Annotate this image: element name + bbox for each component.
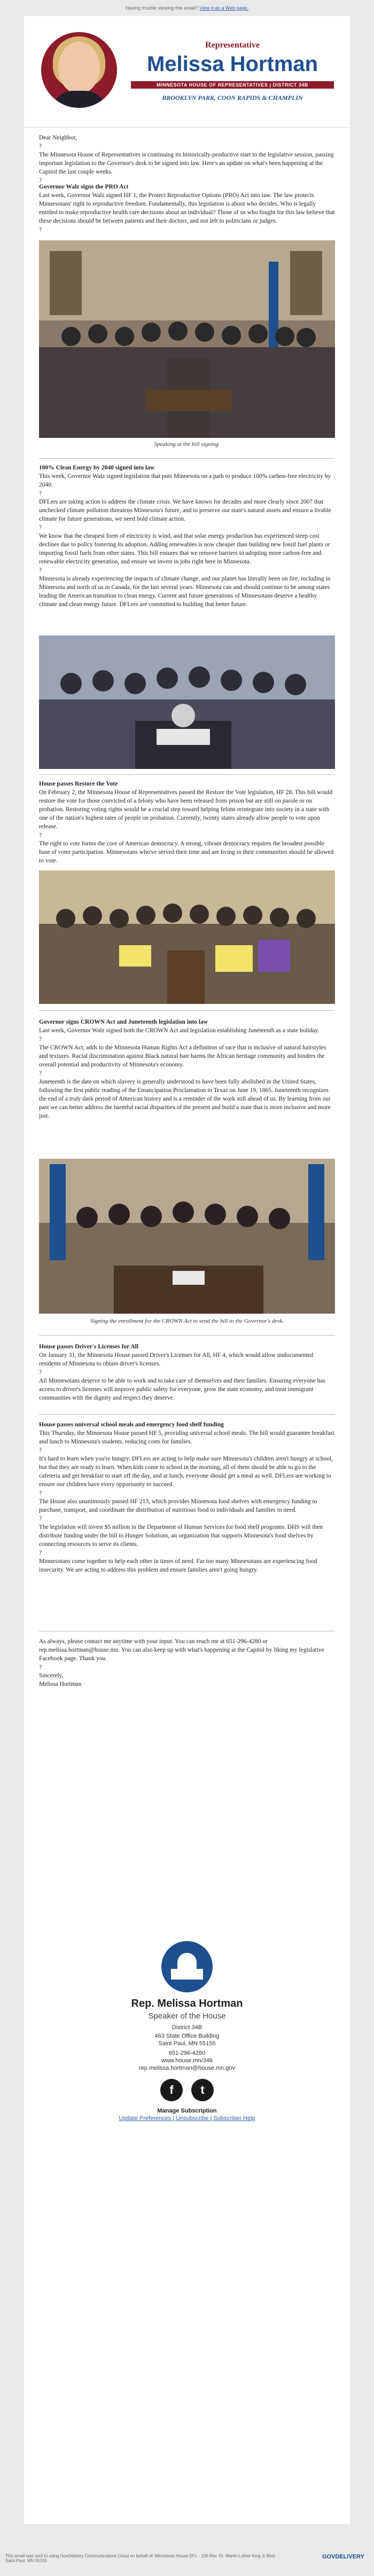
section-paragraph: We know that the cheapest form of electricity is wind, and that solar energy production has experienced steep cost declines due to policy fostering its adoption. Adding renewables is now cheaper than building new fossil fuel plants or importing fossil fuels from other states. This bill ensures that we remove barriers to adopting more carbon-free and renewable electricity generation, and ensure we invest in jobs right here in Minnesota. (39, 533, 330, 565)
manage-subscription-links[interactable]: Update Preferences | Unsubscribe | Subscriber Help (119, 2115, 255, 2122)
intro-paragraph: The Minnesota House of Representatives is continuing its historically-productive start to the legislative session, passing important legislation to the Governor's desk to be signed into law. Here's an update on what's been happening at the Capitol the last couple weeks. (39, 152, 334, 175)
photo-caption: Speaking at the bill signing. (154, 441, 220, 447)
section-drivers-licenses: House passes Driver's Licenses for All On January 31, the Minnesota House passed Driver's Licenses for All, HF 4, which would allow undocumented residents of Minnesota to obtain driver's licenses. ? All Minnesotans deserve to be able to work and to take care of themselves and their families. Ensuring everyone has access to driver's licenses will improve public safety for everyone, grow the state economy, and treat immigrant communities with the dignity and respect they deserve. (39, 1342, 335, 1402)
section-divider (39, 1335, 335, 1336)
section-paragraph: This Thursday, the Minnesota House passed HF 5, providing universal school meals. The bill would guarantee breakfast and lunch to Minnesota's students, reducing costs for families. (39, 1430, 334, 1445)
twitter-icon[interactable]: t (191, 2079, 214, 2101)
greeting-block: Dear Neighbor, ? The Minnesota House of Representatives is continuing its historically-productive start to the legislative session, passing important legislation to the Governor's desk to be signed into law. Here's an update on what's been happening at the Capitol the last couple weeks. ? (39, 133, 335, 185)
signature-name: Melissa Hortman (39, 1681, 82, 1687)
footer-address-2: Saint Paul, MN 55155 (158, 2040, 216, 2047)
photo-clean-energy-signing (39, 635, 335, 769)
section-heading: Governor Walz signs the PRO Act (39, 184, 129, 190)
newsletter-footer (24, 1941, 350, 2524)
section-divider (39, 1010, 335, 1011)
section-divider (39, 1414, 335, 1415)
section-crown-juneteenth: Governor signs CROWN Act and Juneteenth legislation into law Last week, Governor Walz signed both the CROWN Act and legislation establishing Juneteenth as a state holiday. ? The CROWN Act, adds to the Minnesota Human Rights Act a definition of race that is inclusive of natural hairstyles and textures. Racial discrimination against Black natural hair harms the African heritage community and hinders the overall potential and productivity of Minnesota's economy. ? Juneteenth is the date on which slavery is generally understood to have been fully abolished in the United States, following the first public reading of the Emancipation Proclamation in Texas on June 19, 1865. Juneteenth recognizes the end of a truly dark period of American history and is a reminder of the work still ahead of us. By learning from our past we can better address the harmful racial disparities of the present and build a state that is more inclusive and more just. (39, 1018, 335, 1120)
section-paragraph: The right to vote forms the core of American democracy. A strong, vibrant democracy requires the broadest possible base of voter participation. Minnesotans who've served their time and are living in their communities should be allowed to vote. (39, 841, 334, 864)
section-restore-vote: House passes Restore the Vote On February 2, the Minnesota House of Representatives passed the Restore the Vote legislation, HF 28. This bill would restore the vote for those convicted of a felony who have been released from prison but are still on parole or on probation. Restoring voting rights would be a crucial step toward helping felons reintegrate into society in a state with one of the nation's highest rates of people on probation. Currently, twenty states already allow people to vote upon release. ? The right to vote forms the core of American democracy. A strong, vibrant democracy requires the broadest possible base of voter participation. Minnesotans who've served their time and are living in their communities should be allowed to vote. (39, 780, 335, 865)
representative-portrait (41, 32, 117, 108)
header-title-representative: Representative (205, 41, 260, 50)
section-paragraph: It's hard to learn when you're hungry. DFLers are acting to help make sure Minnesota's children aren't hungry at school, but that they are ready to learn. When kids come to school in the morning, all of them should be able to go to the cafeteria and get breakfast to start off the day, and at lunch, everyone should get a meal as well. DFLers are working to ensure our children have every opportunity to succeed. (39, 1456, 333, 1488)
section-divider (39, 774, 335, 775)
manage-subscription-title: Manage Subscription (157, 2108, 217, 2114)
section-paragraph: On January 31, the Minnesota House passed Driver's Licenses for All, HF 4, which would allow undocumented residents of Minnesota to obtain driver's licenses. (39, 1352, 314, 1367)
section-paragraph: Minnesotans come together to help each other in times of need. Far too many Minnesotans are experiencing food insecurity. We are acting to address this problem and ensure families aren't going hungry. (39, 1558, 317, 1573)
signoff: Sincerely, (39, 1672, 64, 1679)
newsletter-header (24, 16, 350, 128)
section-heading: 100% Clean Energy by 2040 signed into law (39, 465, 155, 471)
greeting: Dear Neighbor, (39, 135, 77, 141)
view-online-bar (0, 0, 374, 16)
section-paragraph: Juneteenth is the date on which slavery is generally understood to have been fully abolished in the United States, following the first public reading of the Emancipation Proclamation in Texas on June 19, 1865. Juneteenth recognizes the end of a truly dark period of American history and is a reminder of the work still ahead of us. By learning from our past we can better address the harmful racial disparities of the present and build a state that is more inclusive and more just. (39, 1079, 331, 1119)
section-paragraph: The legislation will invest $5 million in the Department of Human Services for food shelf programs. DHS will then distribute funding under the bill to Hunger Solutions, an organization that supports Minnesota's food shelves by connecting resources to serve its clients. (39, 1524, 323, 1548)
photo-caption: Signing the enrollment for the CROWN Act to send the bill to the Governor's desk. (90, 1318, 284, 1324)
govdelivery-logo[interactable]: GOVDELIVERY (322, 2554, 364, 2560)
crown-act-photo-art (39, 1159, 335, 1314)
footer-address-1: 463 State Office Building (154, 2033, 220, 2039)
section-clean-energy: 100% Clean Energy by 2040 signed into law This week, Governor Walz signed legislation that puts Minnesota on a path to produce 100% carbon-free electricity by 2040. ? DFLers are taking action to address the climate crisis. We have known for decades and more clearly since 2007 that unchecked climate pollution threatens Minnesota's future, and to preserve our state's natural assets and ensure a livable climate for future generations, we need bold climate action. ? We know that the cheapest form of electricity is wind, and that solar energy production has experienced steep cost declines due to policy fostering its adoption. Adding renewables is now cheaper than building new fossil fuel plants or importing fossil fuels from other states. This bill ensures that we remove barriers to adopting more carbon-free and renewable electricity generation, and ensure we invest in jobs right here in Minnesota. ? Minnesota is already experiencing the impacts of climate change, and our planet has literally been on fire, including in Minnesota and north of us in Canada, for the last several years. Minnesota can and should continue to be among states leading the American transition to clean energy. Current and future generations of Minnesotans deserve a healthy climate and clean energy future. DFLers are committed to building that better future. (39, 464, 335, 609)
section-paragraph: The House also unanimously passed HF 213, which provides Minnesota food shelves with emergency funding to purchase, transport, and coordinate the distribution of nutritious food to individuals and families in need. (39, 1498, 317, 1513)
view-online-text: Having trouble viewing this email? (125, 5, 200, 11)
facebook-icon[interactable]: f (160, 2079, 183, 2101)
footer-website[interactable]: www.house.mn/34b (161, 2057, 213, 2064)
capitol-logo-icon (161, 1941, 213, 1992)
bottom-bar (0, 2544, 374, 2576)
view-online-link[interactable]: View it as a Web page. (199, 5, 249, 11)
header-district-band: MINNESOTA HOUSE OF REPRESENTATIVES | DISTRICT 34B (131, 81, 334, 89)
footer-phone: 651-296-4280 (168, 2050, 206, 2056)
section-paragraph: On February 2, the Minnesota House of Representatives passed the Restore the Vote legislation, HF 28. This bill would restore the vote for those convicted of a felony who have been released from prison but are still on parole or on probation. Restoring voting rights would be a crucial step toward helping felons reintegrate into society in a state with one of the nation's highest rates of people on probation. Currently, twenty states already allow people to vote upon release. (39, 789, 333, 830)
header-title-name: Melissa Hortman (146, 52, 318, 76)
clean-energy-photo-art (39, 635, 335, 769)
bottom-sender-text: This email was sent to using GovDelivery Communications Cloud on behalf of: Minnesota House DFL · 100 Rev. Dr. Martin Luther King Jr Blvd · Saint Paul, MN 55155 (5, 2554, 278, 2563)
footer-role: Speaker of the House (148, 2012, 226, 2021)
closing-paragraph: As always, please contact me anytime with your input. You can reach me at 651-296-4280 or rep.melissa.hortman@house.mn. You can also keep up with what's happening at the Capitol by liking my legislative Facebook page. Thank you. (39, 1638, 324, 1662)
newsletter-card (24, 16, 350, 2524)
footer-name: Rep. Melissa Hortman (131, 1998, 243, 2009)
footer-district: District 34B (172, 2024, 202, 2031)
section-heading: House passes Driver's Licenses for All (39, 1344, 139, 1350)
section-paragraph: Last week, Governor Walz signed HF 1, the Protect Reproductive Options (PRO) Act into law. The law protects Minnesotans' right to reproductive freedom. Fundamentally, this legislation is about who decides. Who is legally entitled to make reproductive health care decisions about an individual? Those of us who fought for this law believe that these decisions should be between patients and their doctors, and not left to politicians or judges. (39, 192, 335, 224)
section-pro-act: Governor Walz signs the PRO Act Last week, Governor Walz signed HF 1, the Protect Reproductive Options (PRO) Act into law. The law protects Minnesotans' right to reproductive freedom. Fundamentally, this legislation is about who decides. Who is legally entitled to make reproductive health care decisions about an individual? Those of us who fought for this law believe that these decisions should be between patients and their doctors, and not left to politicians or judges. ? (39, 184, 335, 233)
section-paragraph: All Minnesotans deserve to be able to work and to take care of themselves and their families. Ensuring everyone has access to driver's licenses will improve public safety for everyone, grow the state economy, and treat immigrant communities with the dignity and respect they deserve. (39, 1378, 325, 1401)
section-divider (39, 458, 335, 459)
section-paragraph: Minnesota is already experiencing the impacts of climate change, and our planet has literally been on fire, including in Minnesota and north of us in Canada, for the last several years. Minnesota can and should continue to be among states leading the American transition to clean energy. Current and future generations of Minnesotans deserve a healthy climate and clean energy future. DFLers are committed to building that better future. (39, 576, 331, 608)
section-school-meals: House passes universal school meals and emergency food shelf funding This Thursday, the Minnesota House passed HF 5, providing universal school meals. The bill would guarantee breakfast and lunch to Minnesota's students, reducing costs for families. ? It's hard to learn when you're hungry. DFLers are acting to help make sure Minnesota's children aren't hungry at school, but that they are ready to learn. When kids come to school in the morning, all of them should be able to go to the cafeteria and get breakfast to start off the day, and at lunch, everyone should get a meal as well. DFLers are working to ensure our children have every opportunity to succeed. ? The House also unanimously passed HF 213, which provides Minnesota food shelves with emergency funding to purchase, transport, and coordinate the distribution of nutritious food to individuals and families in need. ? The legislation will invest $5 million in the Department of Human Services for food shelf programs. DHS will then distribute funding under the bill to Hunger Solutions, an organization that supports Minnesota's food shelves by connecting resources to serve its clients. ? Minnesotans come together to help each other in times of need. Far too many Minnesotans are experiencing food insecurity. We are acting to address this problem and ensure families aren't going hungry. (39, 1421, 334, 1573)
closing-block: As always, please contact me anytime with your input. You can reach me at 651-296-4280 or rep.melissa.hortman@house.mn. You can also keep up with what's happening at the Capitol by liking my legislative Facebook page. Thank you. ? Sincerely, Melissa Hortman (39, 1637, 335, 1688)
section-heading: House passes universal school meals and emergency food shelf funding (39, 1421, 224, 1428)
section-paragraph: DFLers are taking action to address the climate crisis. We have known for decades and more clearly since 2007 that unchecked climate pollution threatens Minnesota's future, and to preserve our state's natural assets and ensure a livable climate for future generations, we need bold climate action. (39, 499, 331, 522)
restore-vote-photo-art (39, 870, 335, 1004)
section-paragraph: The CROWN Act, adds to the Minnesota Human Rights Act a definition of race that is inclusive of natural hairstyles and textures. Racial discrimination against Black natural hair harms the African heritage community and hinders the overall potential and productivity of Minnesota's economy. (39, 1044, 326, 1068)
header-cities: BROOKLYN PARK, COON RAPIDS & CHAMPLIN (162, 94, 303, 101)
footer-email[interactable]: rep.melissa.hortman@house.mn.gov (139, 2065, 235, 2071)
bill-signing-photo-art (39, 240, 335, 438)
photo-crown-act-signing (39, 1159, 335, 1314)
photo-bill-signing (39, 240, 335, 438)
photo-restore-vote-rally (39, 870, 335, 1004)
section-heading: Governor signs CROWN Act and Juneteenth legislation into law (39, 1019, 208, 1025)
section-paragraph: Last week, Governor Walz signed both the CROWN Act and legislation establishing Juneteenth as a state holiday. (39, 1027, 320, 1034)
section-heading: House passes Restore the Vote (39, 781, 118, 787)
section-paragraph: This week, Governor Walz signed legislation that puts Minnesota on a path to produce 100% carbon-free electricity by 2040. (39, 473, 331, 488)
